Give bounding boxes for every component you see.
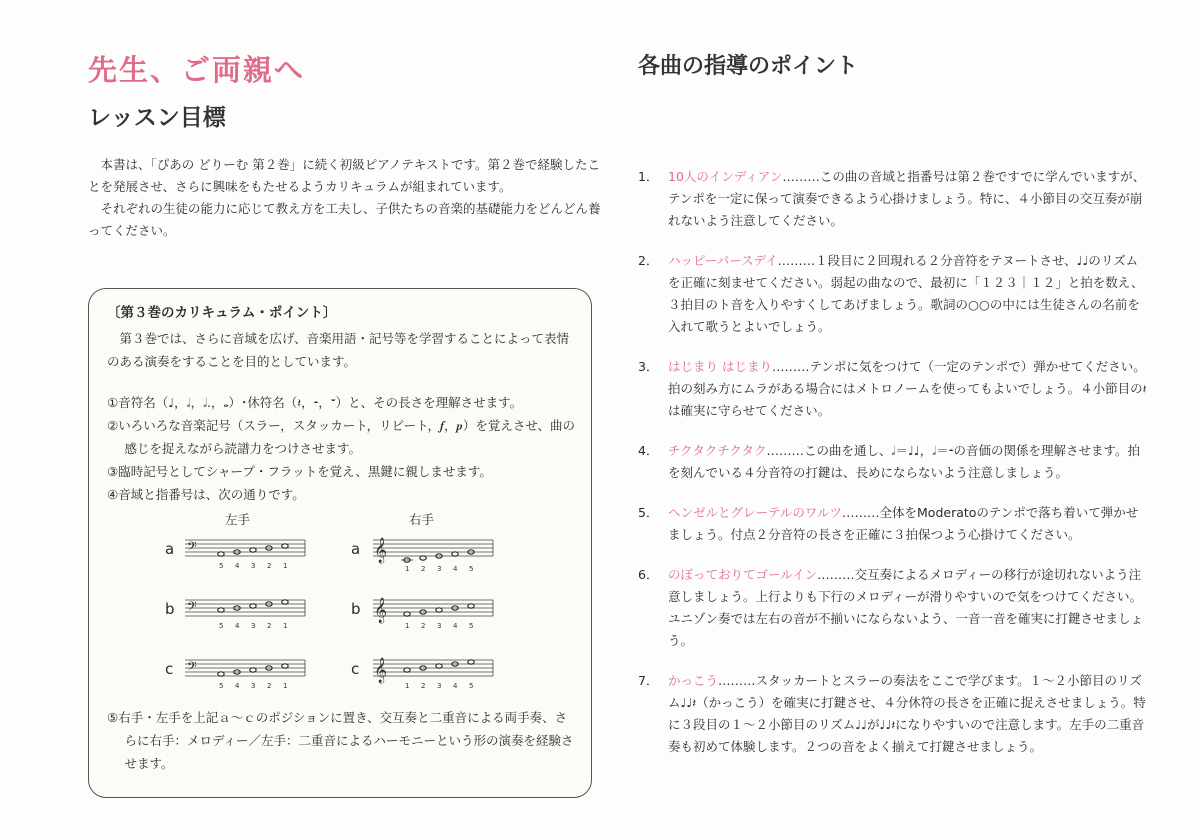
svg-text:3: 3 [251, 682, 256, 690]
row-label-a: a [351, 540, 361, 558]
bass-staff-b [185, 596, 311, 634]
song-guide-item [638, 502, 1148, 546]
treble-staff-a [373, 536, 499, 574]
svg-text:𝄢: 𝄢 [187, 599, 197, 617]
item-number: 4． [638, 443, 659, 458]
left-hand-label: 左手 [225, 512, 251, 527]
svg-text:4: 4 [453, 622, 458, 630]
range-chart [107, 510, 577, 702]
curriculum-point: ⑤右手・左手を上記ａ～ｃのポジションに置き、交互奏と二重音による両手奏、さらに右手：メロディー／左手：二重音によるハーモニーという形の演奏を経験させます。 [107, 710, 574, 771]
svg-text:5: 5 [469, 622, 474, 630]
svg-text:𝄢: 𝄢 [187, 539, 197, 557]
svg-text:1: 1 [405, 682, 410, 690]
svg-text:3: 3 [251, 562, 256, 570]
page-title: 先生、ご両親へ [88, 53, 306, 87]
svg-text:1: 1 [283, 562, 288, 570]
svg-text:3: 3 [251, 622, 256, 630]
song-title: 10人のインディアン [668, 169, 783, 184]
lesson-goals-heading: レッスン目標 [88, 105, 226, 131]
item-number: 1． [638, 169, 659, 184]
item-number: 3． [638, 359, 659, 374]
svg-text:5: 5 [219, 562, 224, 570]
curriculum-point: ③臨時記号としてシャープ・フラットを覚え、黒鍵に親しませます。 [107, 464, 492, 479]
svg-text:1: 1 [283, 682, 288, 690]
song-guide-heading: 各曲の指導のポイント [638, 54, 859, 79]
svg-text:4: 4 [235, 562, 240, 570]
item-number: 6． [638, 567, 659, 582]
intro-paragraph-1: 本書は、「ぴあの どりーむ 第２巻」に続く初級ピアノテキストです。第２巻で経験したことを発展させ、さらに興味をもたせるようカリキュラムが組まれています。 [88, 157, 600, 194]
intro-paragraph-2: それぞれの生徒の能力に応じて教え方を工夫し、子供たちの音楽的基礎能力をどんどん養ってください。 [88, 201, 601, 238]
bass-staff-a [185, 536, 311, 574]
svg-text:1: 1 [405, 622, 410, 630]
row-label-b: b [351, 600, 361, 618]
song-guide-text: ………全体をModeratoのテンポで落ち着いて弾かせましょう。付点２分音符の長さを正確に３拍保つよう心掛けてください。 [668, 505, 1139, 542]
svg-text:2: 2 [267, 682, 272, 690]
item-number: 2． [638, 253, 659, 268]
svg-text:3: 3 [437, 682, 442, 690]
treble-staff-b [373, 596, 499, 634]
svg-text:𝄞: 𝄞 [374, 658, 388, 683]
right-column [638, 50, 1148, 776]
svg-text:𝄞: 𝄞 [374, 598, 388, 623]
right-hand-label: 右手 [409, 512, 435, 527]
curriculum-box [88, 288, 592, 798]
left-column [88, 50, 608, 771]
svg-text:4: 4 [235, 622, 240, 630]
row-label-a: a [165, 540, 175, 558]
curriculum-box-intro: 第３巻では、さらに音域を広げ、音楽用語・記号等を学習することによって表情のある演奏をすることを目的としています。 [107, 331, 570, 369]
svg-text:5: 5 [469, 565, 474, 573]
treble-staff-c [373, 656, 499, 694]
song-guide-item [638, 564, 1148, 652]
curriculum-points [107, 391, 577, 506]
song-guide-item [638, 670, 1148, 758]
song-guide-text: ………この曲を通し、𝅗𝅥＝♩♩，𝅗𝅥＝𝄼の音価の関係を理解させます。拍を刻んでいる４分音符の打鍵は、長めにならないよう注意しましょう。 [668, 443, 1141, 480]
song-guide-item [638, 440, 1148, 484]
svg-text:5: 5 [469, 682, 474, 690]
bass-staff-c [185, 656, 311, 694]
song-title: ハッピーバースデイ [668, 253, 778, 268]
svg-text:5: 5 [219, 682, 224, 690]
song-guide-item [638, 166, 1148, 232]
row-label-c: c [165, 660, 174, 678]
item-number: 7． [638, 673, 659, 688]
svg-text:2: 2 [421, 622, 426, 630]
curriculum-point: ④音域と指番号は、次の通りです。 [107, 487, 305, 502]
song-guide-text: ………交互奏によるメロディーの移行が途切れないよう注意しましょう。上行よりも下行のメロディーが滑りやすいので気をつけてください。ユニゾン奏では左右の音が不揃いにならないよう、一音一音を確実に打鍵させましょう。 [668, 567, 1144, 648]
curriculum-box-title: 〔第３巻のカリキュラム・ポイント〕 [107, 305, 337, 321]
song-title: チクタクチクタク [668, 443, 767, 458]
svg-text:2: 2 [267, 562, 272, 570]
svg-text:𝄢: 𝄢 [187, 659, 197, 677]
svg-text:𝄞: 𝄞 [374, 538, 388, 563]
svg-text:4: 4 [453, 565, 458, 573]
row-label-c: c [351, 660, 360, 678]
intro-text [88, 154, 608, 242]
svg-text:3: 3 [437, 622, 442, 630]
curriculum-point: ①音符名（♩，𝅗𝅥，𝅗𝅥.，𝅝）･休符名（𝄽，𝄼，𝄻）と、その長さを理解させます。 [107, 395, 523, 410]
song-title: ヘンゼルとグレーテルのワルツ [668, 505, 843, 520]
item-number: 5． [638, 505, 659, 520]
row-label-b: b [165, 600, 175, 618]
curriculum-point: ②いろいろな音楽記号（スラー，スタッカート，リピート，𝆑，𝆏）を覚えさせ、曲の感じを捉えながら読譜力をつけさせます。 [107, 418, 575, 456]
song-title: かっこう [668, 673, 719, 688]
song-guide-text: ………スタッカートとスラーの奏法をここで学びます。１～２小節目のリズム♩♩𝄽（かっこう）を確実に打鍵させ、４分休符の長さを正確に捉えさせましょう。特に３段目の１～２小節目のリズム♩♩が♩♩𝄽になりやすいので注意します。左手の二重音奏も初めて体験します。２つの音をよく揃えて打鍵させましょう。 [668, 673, 1146, 754]
svg-text:3: 3 [437, 565, 442, 573]
svg-text:1: 1 [405, 565, 410, 573]
svg-text:4: 4 [453, 682, 458, 690]
svg-text:2: 2 [421, 682, 426, 690]
svg-text:5: 5 [219, 622, 224, 630]
song-title: のぼっておりてゴールイン [668, 567, 818, 582]
svg-text:1: 1 [283, 622, 288, 630]
song-guide-item [638, 250, 1148, 338]
song-guide-text: ………１段目に２回現れる２分音符をテヌートさせ、♩♩のリズムを正確に刻ませてください。弱起の曲なので、最初に「１２３｜１２」と拍を数え、３拍目のト音を入りやすくしてあげましょう。歌詞の○○の中には生徒さんの名前を入れて歌うとよいでしょう。 [668, 253, 1144, 334]
song-guide-item [638, 356, 1148, 422]
svg-text:2: 2 [421, 565, 426, 573]
song-guide-text: ………テンポに気をつけて（一定のテンポで）弾かせてください。拍の刻み方にムラがある場合にはメトロノームを使ってもよいでしょう。４小節目の𝄽は確実に守らせてください。 [668, 359, 1147, 418]
song-guide-text: ………この曲の音域と指番号は第２巻ですでに学んでいますが、テンポを一定に保って演奏できるよう心掛けましょう。特に、４小節目の交互奏が崩れないよう注意してください。 [668, 169, 1146, 228]
svg-text:4: 4 [235, 682, 240, 690]
song-guide-list [638, 166, 1148, 758]
svg-text:2: 2 [267, 622, 272, 630]
song-title: はじまり はじまり [668, 359, 772, 374]
